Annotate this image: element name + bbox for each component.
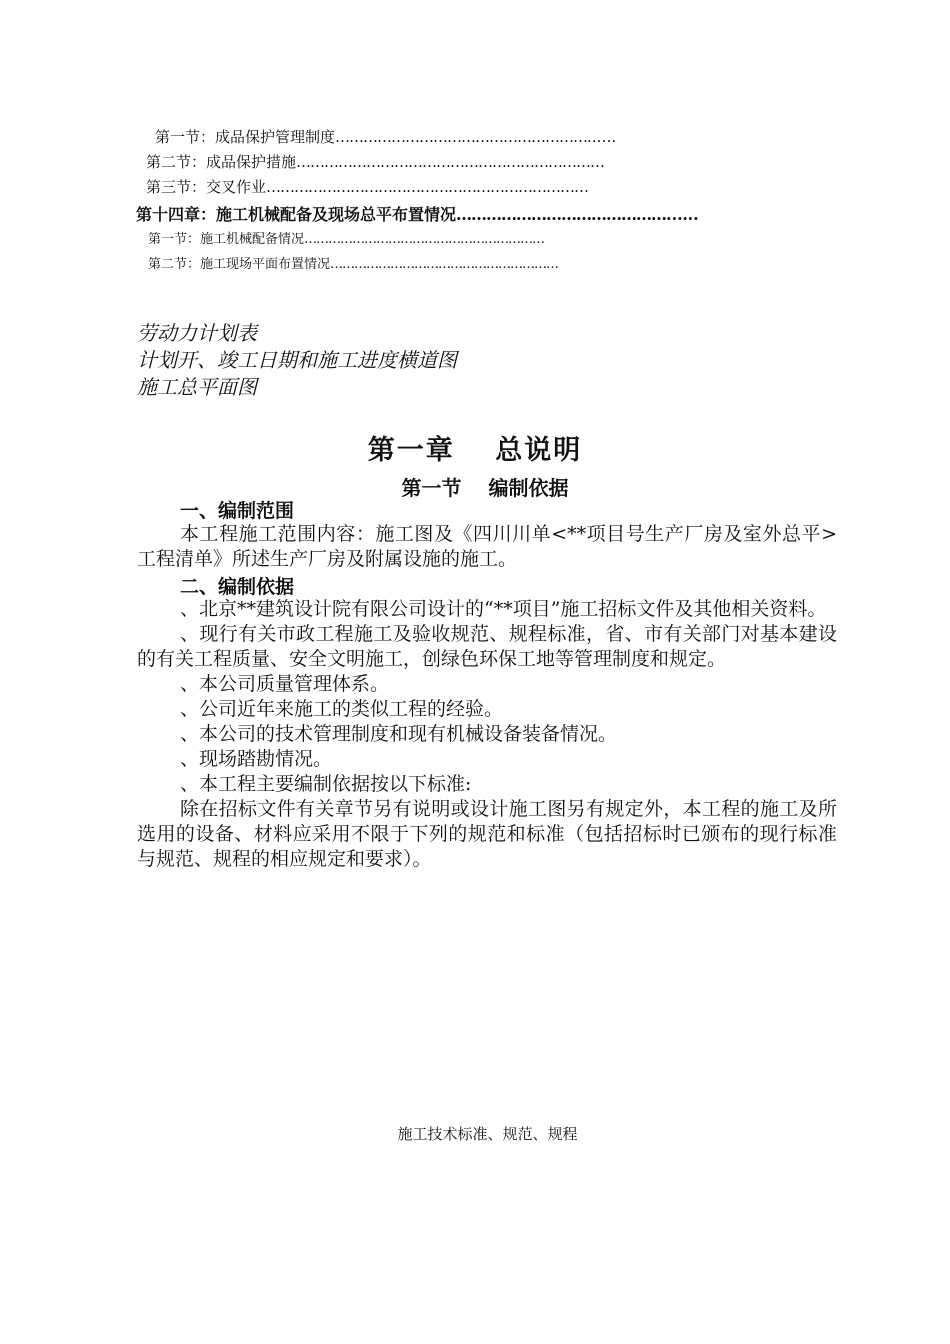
basis-item: 、公司近年来施工的类似工程的经验。 — [180, 698, 504, 720]
toc-entry — [146, 151, 604, 172]
toc-entry-label: 第二节：成品保护措施 — [146, 153, 297, 171]
toc-entry-label: 第三节：交叉作业 — [146, 178, 267, 196]
toc-entry-tail: ..…. — [587, 128, 617, 146]
basis-item: 、本公司的技术管理制度和现有机械设备装备情况。 — [180, 723, 618, 745]
toc-entry-tail: ..…. — [666, 205, 699, 224]
basis-list — [137, 597, 837, 872]
toc-chapter-entry — [136, 202, 699, 225]
basis-item: 、本公司质量管理体系。 — [180, 673, 390, 695]
toc-entry — [146, 176, 588, 197]
appendix-list — [137, 320, 457, 401]
basis-item: 、现行有关市政工程施工及验收规范、规程标准，省、市有关部门对基本建设的有关工程质量、安全文明施工，创绿色环保工地等管理制度和规定。 — [137, 623, 837, 670]
toc-entry-label: 第十四章：施工机械配备及现场总平布置情况 — [136, 205, 457, 224]
footer-caption: 施工技术标准、规范、规程 — [397, 1125, 578, 1143]
appendix-item: 计划开、竣工日期和施工进度横道图 — [137, 348, 457, 372]
toc-entry — [155, 126, 616, 147]
appendix-item: 施工总平面图 — [137, 375, 257, 399]
basis-item: 除在招标文件有关章节另有说明或设计施工图另有规定外，本工程的施工及所选用的设备、材料应采用不限于下列的规范和标准（包括招标时已颁布的现行标准与规范、规程的相应规定和要求）。 — [137, 798, 837, 870]
toc-entry-leader: ………………………………………………… — [330, 257, 559, 272]
toc-entry-leader: ………………………………………………………… — [296, 153, 605, 171]
section-title: 第一节 编制依据 — [401, 476, 569, 500]
heading-scope: 一、编制范围 — [180, 500, 295, 522]
scope-paragraph-block — [137, 522, 837, 572]
toc-entry — [148, 228, 544, 247]
basis-item: 、现场踏勘情况。 — [180, 748, 333, 770]
toc-entry-label: 第一节：成品保护管理制度 — [155, 128, 336, 146]
toc-entry-leader: …………………………………… — [456, 205, 667, 224]
basis-item: 、本工程主要编制依据按以下标准: — [180, 773, 472, 795]
toc-entry-leader: …………………………………………………………… — [266, 178, 589, 196]
toc-entry-leader: ……………………………………………… — [335, 128, 588, 146]
toc-entry-label: 第一节：施工机械配备情况 — [148, 232, 305, 247]
appendix-item: 劳动力计划表 — [137, 321, 257, 345]
chapter-title: 第一章 总说明 — [367, 435, 583, 466]
toc-entry-label: 第二节：施工现场平面布置情况 — [148, 257, 331, 272]
toc-entry-leader: …………………………………………………… — [304, 232, 545, 247]
heading-basis: 二、编制依据 — [180, 576, 295, 598]
scope-paragraph: 本工程施工范围内容：施工图及《四川川单<**项目号生产厂房及室外总平>工程清单》所述生产厂房及附属设施的施工。 — [137, 523, 837, 570]
toc-entry — [148, 253, 558, 272]
basis-item: 、北京**建筑设计院有限公司设计的“**项目”施工招标文件及其他相关资料。 — [180, 598, 827, 620]
